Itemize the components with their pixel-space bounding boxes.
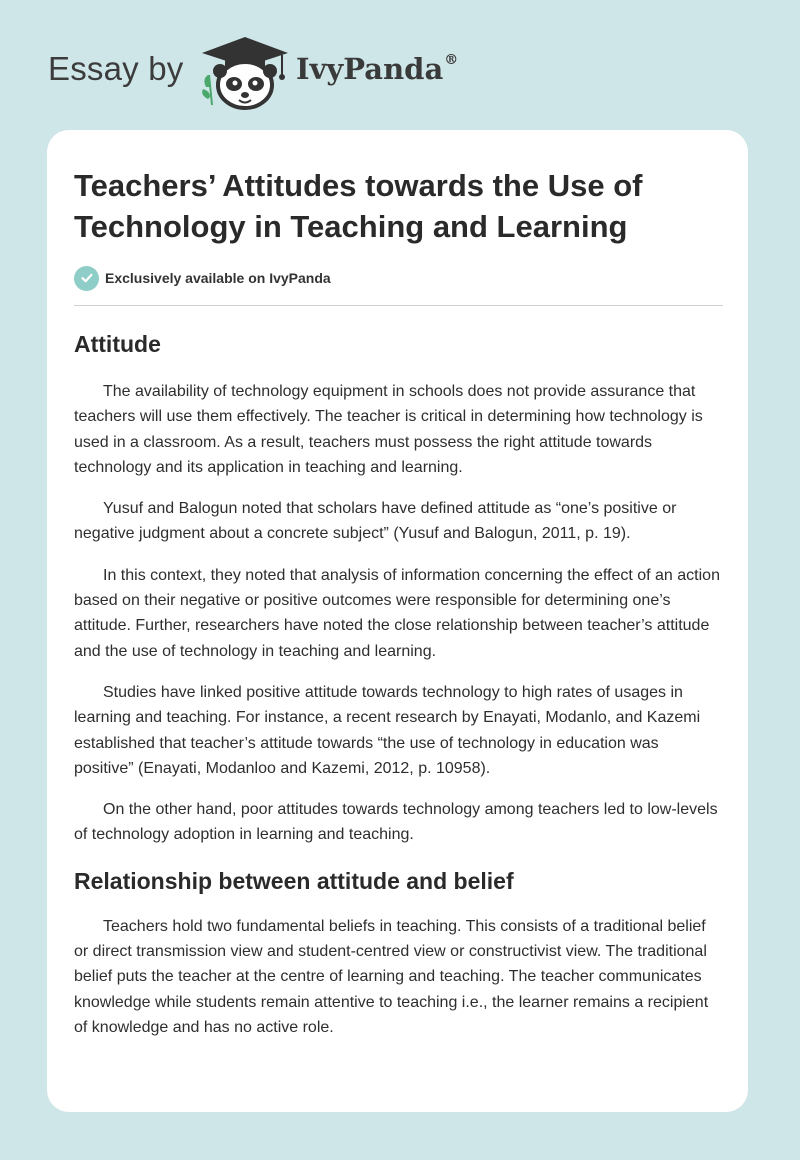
paragraph: In this context, they noted that analysis of information concerning the effect of an action based on their negative or positive outcomes were responsible for determining one’s attitude. Further, researchers have noted the close relationship between teacher’s attitude and the use of technology in teaching and learning. xyxy=(74,566,720,660)
exclusive-badge-text: Exclusively available on IvyPanda xyxy=(105,270,331,286)
panda-graduate-logo-icon[interactable] xyxy=(200,35,290,110)
title-divider xyxy=(74,305,723,306)
check-circle-icon xyxy=(74,266,99,291)
brand-name-text: IvyPanda xyxy=(296,52,444,86)
site-header xyxy=(0,0,800,130)
essay-title: Teachers’ Attitudes towards the Use of Technology in Teaching and Learning xyxy=(74,168,643,244)
essay-content xyxy=(74,130,722,1040)
section-heading-attitude: Attitude xyxy=(74,331,161,357)
exclusive-badge xyxy=(74,263,722,293)
paragraph: Teachers hold two fundamental beliefs in teaching. This consists of a traditional belief or direct transmission view and student-centred view or constructivist view. The traditional belief puts the teacher at the centre of learning and teaching. The teacher communicates knowledge while students remain attentive to teaching i.e., the learner remains a recipient of knowledge and has no active role. xyxy=(74,917,709,1036)
paragraph: Studies have linked positive attitude towards technology to high rates of usages in learning and teaching. For instance, a recent research by Enayati, Modanlo, and Kazemi established that teacher’s attitude towards “the use of technology in education was positive” (Enayati, Modanloo and Kazemi, 2012, p. 10958). xyxy=(74,683,701,777)
paragraph: On the other hand, poor attitudes towards technology among teachers led to low-levels of technology adoption in learning and teaching. xyxy=(74,801,718,844)
essay-by-label: Essay by xyxy=(48,50,184,87)
ivypanda-brand-name[interactable] xyxy=(296,52,458,86)
paragraph: The availability of technology equipment in schools does not provide assurance that teachers will use them effectively. The teacher is critical in determining how technology is used in a classroom. As a result, teachers must possess the right attitude towards technology and its application in teaching and learning. xyxy=(74,383,703,476)
paragraph: Yusuf and Balogun noted that scholars have defined attitude as “one’s positive or negative judgment about a concrete subject” (Yusuf and Balogun, 2011, p. 19). xyxy=(74,500,677,543)
essay-card xyxy=(47,130,748,1112)
section-heading-relationship: Relationship between attitude and belief xyxy=(74,867,514,894)
trademark-symbol: ® xyxy=(444,52,459,69)
